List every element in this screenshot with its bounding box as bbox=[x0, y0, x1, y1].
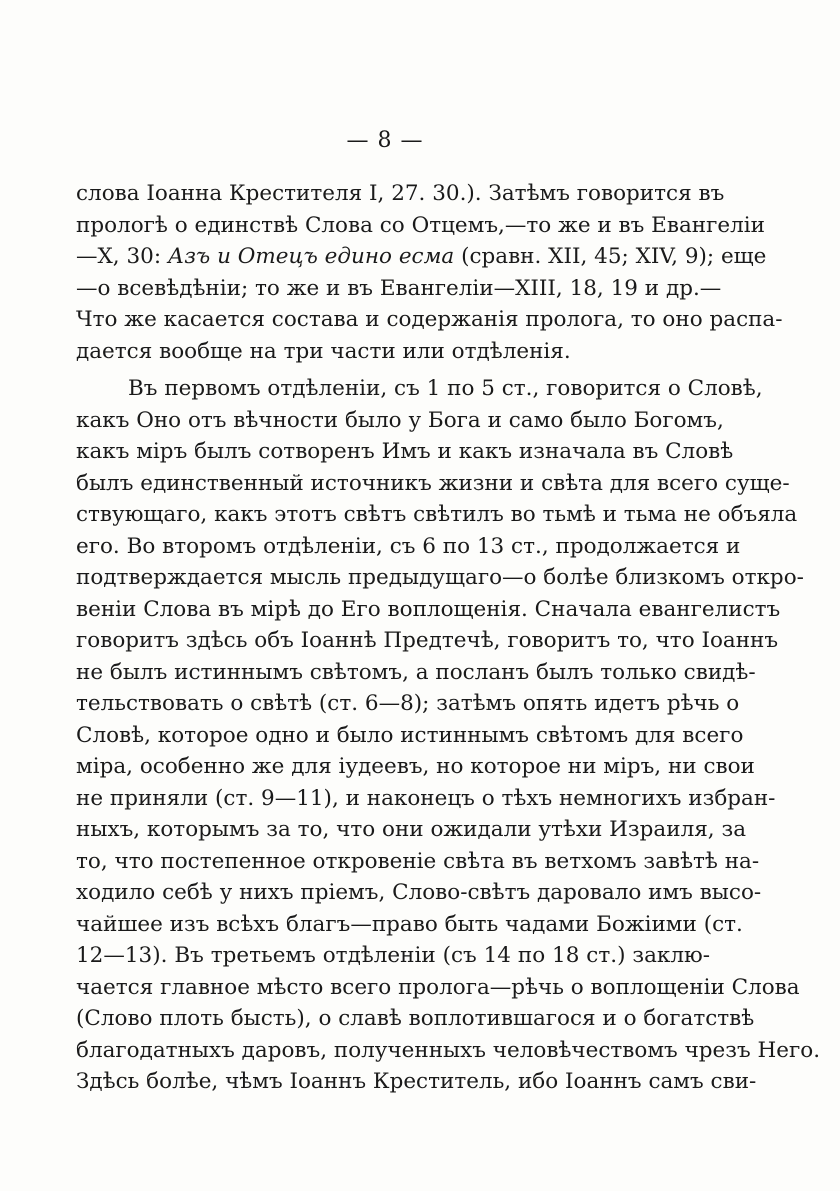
text-line: чается главное мѣсто всего пролога—рѣчь о воплощеніи Слова bbox=[76, 974, 800, 1000]
text-line: какъ міръ былъ сотворенъ Имъ и какъ изначала въ Словѣ bbox=[76, 439, 734, 464]
text-line: 12—13). Въ третьемъ отдѣленіи (съ 14 по 18 ст.) заклю- bbox=[76, 943, 710, 968]
text-line: тельствовать о свѣтѣ (ст. 6—8); затѣмъ опять идетъ рѣчь о bbox=[76, 691, 740, 716]
text-line: прологѣ о единствѣ Слова со Отцемъ,—то же и въ Евангеліи bbox=[76, 212, 765, 238]
paragraph-2 bbox=[76, 373, 821, 1098]
text-line: какъ Оно отъ вѣчности было у Бога и само было Богомъ, bbox=[76, 407, 724, 433]
page-number: — 8 — bbox=[346, 128, 424, 153]
text-line bbox=[76, 241, 767, 273]
text-line: подтверждается мысль предыдущаго—о болѣе близкомъ откро- bbox=[76, 565, 804, 590]
text-fragment: (сравн. XII, 45; XIV, 9); еще bbox=[454, 244, 767, 269]
text-fragment: —X, 30: bbox=[76, 244, 168, 269]
text-line: благодатныхъ даровъ, полученныхъ человѣчествомъ чрезъ Него. bbox=[76, 1037, 821, 1063]
text-line: не приняли (ст. 9—11), и наконецъ о тѣхъ немногихъ избран- bbox=[76, 785, 776, 811]
text-line: Здѣсь болѣе, чѣмъ Іоаннъ Креститель, ибо Іоаннъ самъ сви- bbox=[76, 1069, 757, 1094]
text-line: слова Іоанна Крестителя I, 27. 30.). Затѣмъ говорится въ bbox=[76, 181, 725, 206]
text-line: ствующаго, какъ этотъ свѣтъ свѣтилъ во тьмѣ и тьма не объяла bbox=[76, 502, 798, 527]
body-text bbox=[76, 178, 821, 1098]
text-line: Словѣ, которое одно и было истиннымъ свѣтомъ для всего bbox=[76, 722, 744, 748]
text-line: веніи Слова въ мірѣ до Его воплощенія. Сначала евангелистъ bbox=[76, 596, 781, 622]
text-line: дается вообще на три части или отдѣленія. bbox=[76, 338, 571, 364]
text-line: міра, особенно же для іудеевъ, но которое ни міръ, ни свои bbox=[76, 754, 755, 779]
text-line: не былъ истиннымъ свѣтомъ, а посланъ былъ только свидѣ- bbox=[76, 659, 756, 685]
text-line: его. Во второмъ отдѣленіи, съ 6 по 13 ст., продолжается и bbox=[76, 533, 741, 559]
text-line: ныхъ, которымъ за то, что они ожидали утѣхи Израиля, за bbox=[76, 817, 747, 842]
text-line: —о всевѣдѣніи; то же и въ Евангеліи—XIII, 18, 19 и др.— bbox=[76, 275, 722, 301]
italic-quote: Азъ и Отецъ едино есма bbox=[167, 244, 455, 269]
text-line: (Слово плоть бысть), о славѣ воплотившагося и о богатствѣ bbox=[76, 1006, 755, 1031]
paragraph-1 bbox=[76, 178, 783, 367]
text-line: говоритъ здѣсь объ Іоаннѣ Предтечѣ, говоритъ то, что Іоаннъ bbox=[76, 628, 779, 653]
text-line: былъ единственный источникъ жизни и свѣта для всего суще- bbox=[76, 470, 790, 496]
text-line: ходило себѣ у нихъ пріемъ, Слово-свѣтъ даровало имъ высо- bbox=[76, 880, 762, 905]
text-line: Что же касается состава и содержанія пролога, то оно распа- bbox=[76, 307, 783, 332]
text-line: чайшее изъ всѣхъ благъ—право быть чадами Божіими (ст. bbox=[76, 911, 743, 937]
text-line: то, что постепенное откровеніе свѣта въ ветхомъ завѣтѣ на- bbox=[76, 848, 760, 874]
text-line: Въ первомъ отдѣленіи, съ 1 по 5 ст., говорится о Словѣ, bbox=[128, 376, 763, 401]
